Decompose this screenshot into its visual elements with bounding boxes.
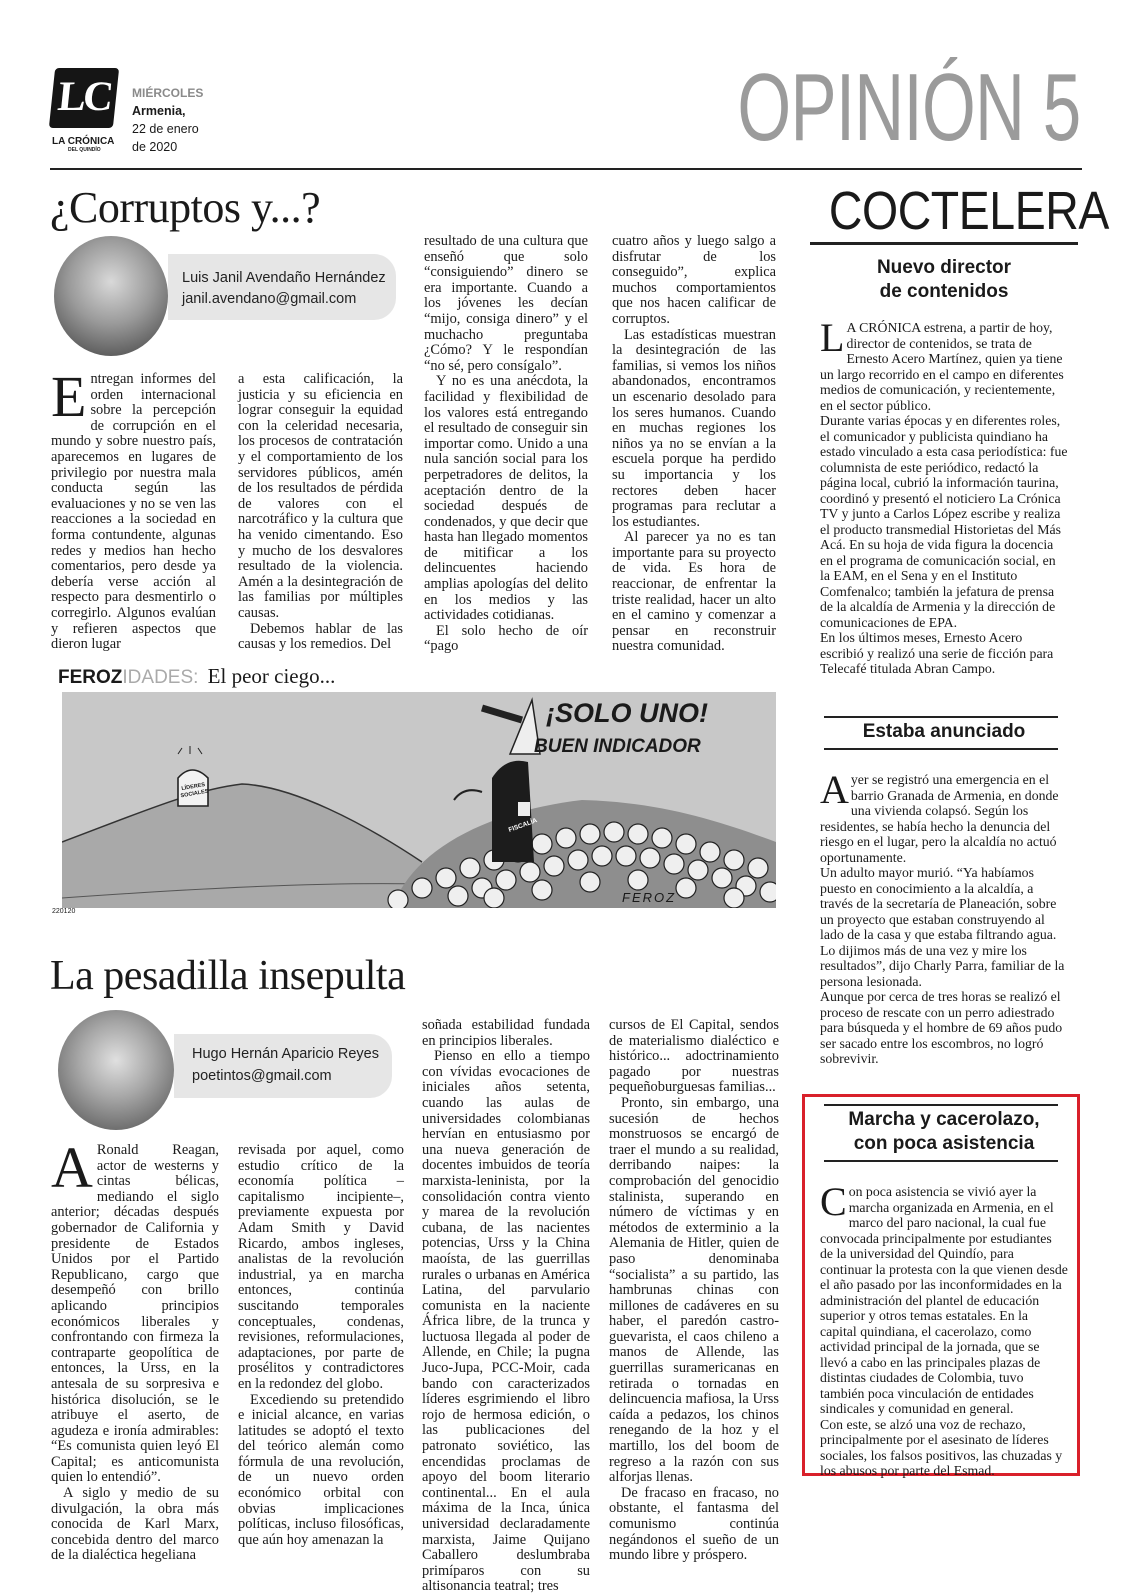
author-name-2: Hugo Hernán Aparicio Reyes <box>192 1046 379 1062</box>
paragraph: Durante varias épocas y en diferentes roles, el comunicador y publicista quindiano ha estado vinculado a esta casa periodística: fue columnista de este periódico, redactó la página local, cubrió la información taurina, coordinó y presentó el noticiero La Crónica TV y junto a Carlos López escribe y realiza el producto transmedial Historietas del Más Acá. En su hoja de vida figura la docencia en el programa de comunicación social, en la EAM, en el Sena y en el Instituto Comfenalco; también la jefatura de prensa de la alcaldía de Armenia y la dirección de comunicaciones de EPA. <box>820 413 1068 630</box>
paragraph: cuatro años y luego salgo a disfrutar de los conseguido”, explica muchos comportamientos que nos hacen calificar de corruptos. <box>612 233 776 327</box>
logo <box>49 68 119 128</box>
paragraph: Ronald Reagan, actor de westerns y cintas bélicas, mediando el siglo anterior; décadas después gobernador de California y presidente de Estados Unidos por el Partido Republicano, cargo que desempeñó con brillo aplicando principios económicos liberales y confrontando con firmeza la contraparte geopolítica de entonces, la Urss, en la antesala de su sorpresiva e histórica disolución, se le atribuye el aserto, de agudeza e ironía admirables: “Es comunista quien leyó El Capital; es anticomunista quien lo entendió”. <box>51 1142 219 1486</box>
paragraph: Aunque por cerca de tres horas se realizó el proceso de rescate con un perro adiestrado para búsqueda y el hombre de 69 años pudo ser sacado entre los escombros, no logró sobrevivir. <box>820 989 1063 1066</box>
paragraph: A siglo y medio de su divulgación, la obra más conocida de Karl Marx, concebida dentro del marco de la dialéctica hegeliana <box>51 1485 219 1564</box>
cartoon-label-bold: FEROZ <box>58 667 123 688</box>
paragraph: Pienso en ello a tiempo con vívidas evocaciones de iniciales años setenta, cuando las aulas de universidades colombianas hervían en entusiasmo por una nueva generación de docentes imbuidos de teoría marxista-leninista, por la consolidación contra viento y marea de la revolución cubana, de las nacientes potencias, Urss y la China maoísta, de las guerrillas rurales o urbanas en América Latina, del parvulario comunista en la naciente África libre, de la trunca y luctuosa llegada al poder de Allende, en Chile; la pugna Juco-Jupa, PCC-Moir, cada bando con caracterizados líderes esgrimiendo el libro rojo de hermosa edición, o las publicaciones del patronato soviético, las encendidas proclamas de apoyo del boom literario continental... En el aula máxima de la Inca, única universidad declaradamente marxista, Jaime Quijano Caballero deslumbraba primíparos con su altisonancia teatral; tres <box>422 1048 590 1595</box>
paragraph: a esta calificación, la justicia y su eficiencia en lograr conseguir la equidad con la celeridad necesaria, los procesos de contratación y el comportamiento de los servidores públicos, amén de los resultados de pérdida de valores con el narcotráfico y la cultura que ha venido cimentando. Eso y mucho de los desvalores resultado de la violencia. Amén a la desintegración de las familias por múltiples causas. <box>238 371 403 621</box>
paragraph: Debemos hablar de las causas y los remedios. Del <box>238 620 403 653</box>
paragraph: ntregan informes del orden internacional sobre la percepción de corrupción en el mundo y sobre nuestro país, aparecemos en lugares de privilegio por nuestra mala conducta según las evaluaciones y no se ven las reacciones a la sociedad en forma contundente, algunas redes y medios han hecho comentarios, pero desde ya debería verse acción al respecto para desmentirlo o corregirlo. Algunos evalúan y refieren aspectos que dieron lugar <box>51 371 216 653</box>
logo-subtitle-small: DEL QUINDÍO <box>68 147 101 153</box>
byline-1 <box>168 254 396 320</box>
paragraph: resultado de una cultura que enseñó que solo “consiguiendo” dinero se era importante. Cuando a los jóvenes les decían “mijo, consiga dinero” y el muchacho preguntaba ¿Cómo? Y le respondían “no sé, pero consígalo”. <box>424 233 588 374</box>
cartoon-label-light: IDADES: <box>122 667 199 688</box>
paragraph: Las estadísticas muestran la desintegración de las familias, si vemos los niños abandonados, encontramos un escenario desolado para los seres humanos. Cuando en muchas regiones los niños ya no se envían a la escuela porque ha perdido su importancia y los rectores deben hacer programas para reclutar a los estudiantes. <box>612 326 776 530</box>
author-name-1: Luis Janil Avendaño Hernández <box>182 270 386 286</box>
section-title: OPINIÓN 5 <box>736 54 1080 161</box>
cartoonist-signature: FEROZ <box>622 890 677 905</box>
paragraph: El solo hecho de oír “pago <box>424 622 588 655</box>
paragraph: Al parecer ya no es tan importante para su proyecto de vida. Es hora de reaccionar, de enfrentar la triste realidad, hacer un alto en el camino y comenzar a pensar en reconstruir nuestra comunidad. <box>612 529 776 655</box>
sidebar-divider-1 <box>824 716 1058 718</box>
sidebar-item-2 <box>820 720 1068 1067</box>
date-city: Armenia, <box>132 104 186 118</box>
paragraph: Excediendo su pretendido e inicial alcance, en varias latitudes se adoptó el texto del teórico alemán como fórmula de una revolución, de un nuevo orden económico orbital con obvias implicaciones políticas, incluso filosóficas, que aún hoy amenazan la <box>238 1391 404 1548</box>
date-line-1: 22 de enero <box>132 122 199 136</box>
cartoon-title: El peor ciego... <box>207 664 336 688</box>
sidebar-headline-1: Nuevo director de contenidos <box>876 257 1012 302</box>
paragraph: Pronto, sin embargo, una sucesión de hechos monstruosos se encargó de traer el mundo a su realidad, derribando naipes: la comprobación del genocidio stalinista, superando en número de víctimas y en métodos de exterminio a la Alemania de Hitler, quien de paso denominaba “socialista” a su partido, las hambrunas chinas con millones de cadáveres en su haber, el paredón castro-guevarista, el caos chileno a manos de Allende, las guerrillas suramericanas en retirada o tornadas en delincuencia mafiosa, la Urss caída a pedazos, los chinos renegando de la hoz y el martillo, los del boom de regreso a la razón con sus alforjas llenas. <box>609 1094 779 1486</box>
byline-2 <box>174 1034 392 1098</box>
paragraph: cursos de El Capital, sendos de materialismo dialéctico e histórico... adoctrinamiento pagado por nuestras pequeñoburguesas familias... <box>609 1017 779 1096</box>
dropcap: A <box>51 1135 93 1200</box>
sidebar-headline-3: Marcha y cacerolazo, con poca asistencia <box>848 1109 1040 1154</box>
author-email-1: janil.avendano@gmail.com <box>182 291 357 307</box>
sidebar-item-1 <box>820 256 1068 677</box>
article-1-col-4 <box>612 234 776 655</box>
cartoon-date-code: 220120 <box>52 908 76 915</box>
author-photo-2 <box>58 1010 174 1130</box>
paragraph: Y no es una anécdota, la facilidad y flexibilidad de los valores está entregando el resultado de conseguir sin importar como. Unido a una nula sanción social para los perpetradores de delitos, la aceptación dentro de la sociedad después de condenados, y que decir que hasta han llegado momentos de mitificar a los delincuentes haciendo amplias apologías del delito en los medios y las actividades cotidianas. <box>424 373 588 624</box>
figure-label: FISCALÍA <box>507 817 539 834</box>
paragraph: yer se registró una emergencia en el barrio Granada de Armenia, en donde una vivienda colapsó. Según los residentes, se había hecho la denuncia del riesgo en el lugar, pero la alcaldía no actuó oportunamente. <box>820 772 1059 865</box>
article-2-title: La pesadilla insepulta <box>50 953 406 999</box>
cartoon <box>62 692 776 908</box>
paragraph: De fracaso en fracaso, no obstante, el fantasma del comunismo continúa negándonos el sueño de un mundo libre y próspero. <box>609 1484 779 1564</box>
masthead <box>50 54 1080 166</box>
paragraph: Un adulto mayor murió. “Ya habíamos puesto en conocimiento a la alcaldía, a través de la secretaría de Planeación, sobre un proyecto que estaban construyendo al lado de la casa y que estaba filtrando agua. Lo dijimos más de una vez y mire los resultados”, dijo Charly Parra, familiar de la persona lesionada. <box>820 865 1065 989</box>
paragraph: soñada estabilidad fundada en principios liberales. <box>422 1017 590 1049</box>
article-1-col-1 <box>51 364 216 653</box>
sidebar-headline-2: Estaba anunciado <box>862 721 1026 742</box>
article-2-col-2 <box>238 1143 404 1548</box>
tombstone-text: LÍDERES SOCIALES <box>180 782 209 800</box>
cartoon-header <box>58 664 335 689</box>
date-day: MIÉRCOLES <box>132 86 204 100</box>
sidebar-title-rule <box>810 242 1078 245</box>
article-1-col-3 <box>424 234 588 655</box>
logo-text: LC <box>55 74 113 120</box>
paragraph: Con este, se alzó una voz de rechazo, principalmente por el asesinato de líderes sociales, los falsos positivos, las chuzadas y los abusos por parte del Esmad. <box>820 1416 1063 1478</box>
article-1-title: ¿Corruptos y...? <box>50 183 321 232</box>
dropcap: A <box>820 767 849 812</box>
header-rule <box>50 168 1082 170</box>
author-photo-1 <box>54 236 168 356</box>
dropcap: L <box>820 315 845 360</box>
article-2-col-3 <box>422 1018 590 1595</box>
paragraph: A CRÓNICA estrena, a partir de hoy, director de contenidos, se trata de Ernesto Acero Martínez, quien ya tiene un largo recorrido en el campo en diferentes medios de comunicación, y recientemente, en el sector público. <box>820 320 1064 413</box>
paragraph: En los últimos meses, Ernesto Acero escribió y realizó una serie de ficción para Telecafé titulada Abran Campo. <box>820 630 1054 676</box>
article-2-col-4 <box>609 1018 779 1564</box>
article-1-col-2 <box>238 372 403 653</box>
logo-subtitle: LA CRÓNICA <box>52 136 115 147</box>
date-line-2: de 2020 <box>132 140 178 154</box>
sidebar-item-3 <box>820 1104 1068 1479</box>
dropcap: C <box>820 1179 847 1224</box>
article-2-col-1 <box>51 1135 219 1564</box>
dropcap: E <box>51 364 87 429</box>
cartoon-speech-2: BUEN INDICADOR <box>534 736 701 757</box>
paragraph: on poca asistencia se vivió ayer la marcha organizada en Armenia, en el marco del paro nacional, la cual fue convocada principalmente por estudiantes de la universidad del Quindío, para continuar la protesta con la que vienen desde el año pasado por las inconformidades en la administración del plantel de educación superior y otros temas estatales. En la capital quindiana, el cacerolazo, como actividad principal de la jornada, que se llevó a cabo en las principales plazas de distintas ciudades de Colombia, tuvo también poca vinculación de entidades sindicales y comunidad en general. <box>820 1184 1068 1416</box>
sidebar-title: COCTELERA <box>828 181 1109 241</box>
cartoon-speech-1: ¡SOLO UNO! <box>546 698 708 728</box>
paragraph: revisada por aquel, como estudio crítico de la economía política –capitalismo incipiente–, previamente expuesta por Adam Smith y David Ricardo, ambos ingleses, analistas de la revolución industrial, ya en marcha entonces, continúa suscitando temporales conceptuales, condenas, revisiones, reformulaciones, adaptaciones, por parte de prosélitos y contradictores en la redondez del globo. <box>238 1142 404 1392</box>
author-email-2: poetintos@gmail.com <box>192 1068 332 1084</box>
